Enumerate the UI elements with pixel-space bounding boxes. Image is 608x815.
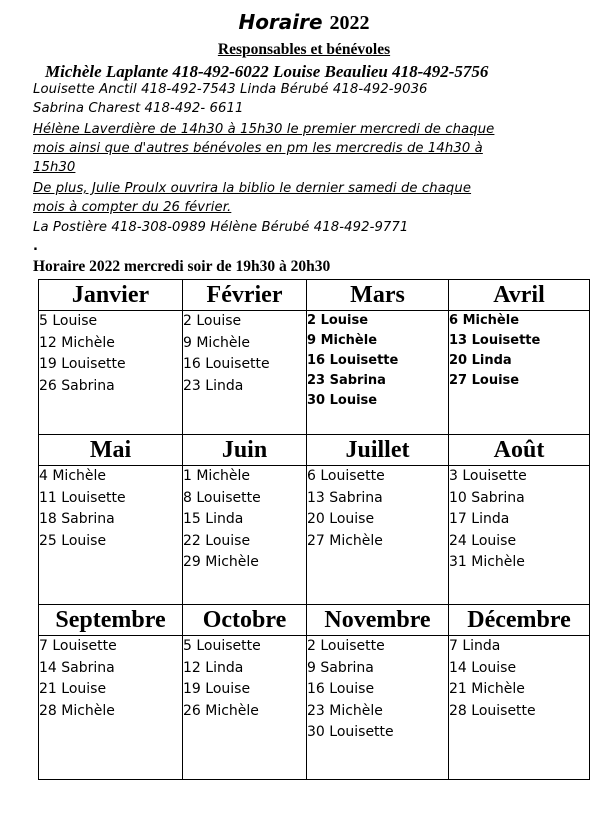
schedule-entry: 12 Linda <box>183 659 244 676</box>
schedule-entry: 4 Michèle <box>39 468 107 484</box>
note-line-4: De plus, Julie Proulx ouvrira la biblio le dernier samedi de chaque <box>33 181 472 196</box>
month-entries <box>449 311 590 435</box>
month-name: Juillet <box>307 435 449 466</box>
note-line-1: Hélène Laverdière de 14h30 à 15h30 le premier mercredi de chaque <box>33 122 495 137</box>
month-name: Mars <box>307 280 449 311</box>
schedule-entry: 2 Louisette <box>307 638 385 654</box>
schedule-entry: 6 Michèle <box>449 313 520 328</box>
schedule-table <box>38 279 590 780</box>
schedule-entry: 13 Sabrina <box>307 489 383 506</box>
schedule-entry: 16 Louise <box>307 681 375 698</box>
schedule-entry: 18 Sabrina <box>39 511 115 528</box>
schedule-entry: 21 Michèle <box>449 681 525 698</box>
schedule-entry: 15 Linda <box>183 511 244 528</box>
schedule-entry: 29 Michèle <box>183 554 259 571</box>
title-script: Horaire <box>238 10 323 34</box>
schedule-entry: 28 Louisette <box>449 702 536 719</box>
month-entries <box>307 466 449 605</box>
schedule-entry: 8 Louisette <box>183 489 261 506</box>
month-name: Novembre <box>307 605 449 636</box>
schedule-entry: 14 Louise <box>449 659 517 676</box>
schedule-label: Horaire 2022 mercredi soir de 19h30 à 20h30 <box>33 258 331 275</box>
month-name: Janvier <box>39 280 183 311</box>
note-line-5: mois à compter du 26 février. <box>33 200 232 215</box>
month-name: Août <box>449 435 590 466</box>
schedule-entry: 6 Louisette <box>307 468 385 484</box>
schedule-entry: 30 Louisette <box>307 724 394 741</box>
contact-line-2: Sabrina Charest 418-492- 6611 <box>33 101 244 116</box>
title-year: 2022 <box>329 12 370 34</box>
schedule-entry: 5 Louise <box>39 313 98 329</box>
schedule-entry: 9 Sabrina <box>307 659 374 676</box>
schedule-entry: 25 Louise <box>39 532 107 549</box>
schedule-entry: 9 Michèle <box>183 334 251 351</box>
schedule-entry: 31 Michèle <box>449 554 525 571</box>
schedule-entry: 23 Michèle <box>307 702 383 719</box>
note-line-2: mois ainsi que d'autres bénévoles en pm les mercredis de 14h30 à <box>33 141 483 156</box>
schedule-entry: 19 Louisette <box>39 356 126 373</box>
month-entries <box>183 466 307 605</box>
document-title <box>0 10 608 35</box>
schedule-entry: 20 Linda <box>449 353 512 368</box>
schedule-entry: 3 Louisette <box>449 468 527 484</box>
schedule-entry: 12 Michèle <box>39 334 115 351</box>
schedule-entry: 27 Michèle <box>307 532 383 549</box>
schedule-entry: 22 Louise <box>183 532 251 549</box>
schedule-entry: 16 Louisette <box>183 356 270 373</box>
month-entries <box>39 466 183 605</box>
schedule-entry: 28 Michèle <box>39 702 115 719</box>
schedule-entry: 20 Louise <box>307 511 375 528</box>
month-name: Avril <box>449 280 590 311</box>
month-entries <box>39 636 183 780</box>
schedule-entry: 13 Louisette <box>449 333 541 348</box>
schedule-entry: 30 Louise <box>307 393 378 408</box>
month-entries <box>183 636 307 780</box>
month-name: Octobre <box>183 605 307 636</box>
stray-dot: . <box>33 239 38 254</box>
month-entries <box>183 311 307 435</box>
schedule-entry: 21 Louise <box>39 681 107 698</box>
main-contacts: Michèle Laplante 418-492-6022 Louise Beaulieu 418-492-5756 <box>45 62 489 81</box>
schedule-entry: 5 Louisette <box>183 638 261 654</box>
month-entries <box>307 311 449 435</box>
schedule-entry: 1 Michèle <box>183 468 251 484</box>
schedule-entry: 9 Michèle <box>307 333 378 348</box>
month-name: Septembre <box>39 605 183 636</box>
schedule-entry: 24 Louise <box>449 532 517 549</box>
schedule-entry: 23 Linda <box>183 377 244 394</box>
month-name: Mai <box>39 435 183 466</box>
month-name: Décembre <box>449 605 590 636</box>
note-line-3: 15h30 <box>33 160 76 175</box>
schedule-entry: 23 Sabrina <box>307 373 386 388</box>
contact-line-1: Louisette Anctil 418-492-7543 Linda Bérubé 418-492-9036 <box>33 82 428 97</box>
schedule-entry: 26 Sabrina <box>39 377 115 394</box>
subtitle: Responsables et bénévoles <box>217 41 391 58</box>
month-name: Juin <box>183 435 307 466</box>
schedule-entry: 7 Linda <box>449 638 501 654</box>
schedule-entry: 2 Louise <box>183 313 242 329</box>
schedule-entry: 14 Sabrina <box>39 659 115 676</box>
month-entries <box>307 636 449 780</box>
schedule-entry: 26 Michèle <box>183 702 259 719</box>
month-entries <box>39 311 183 435</box>
schedule-entry: 7 Louisette <box>39 638 117 654</box>
schedule-entry: 17 Linda <box>449 511 510 528</box>
month-entries <box>449 466 590 605</box>
schedule-entry: 2 Louise <box>307 313 369 328</box>
schedule-entry: 10 Sabrina <box>449 489 525 506</box>
schedule-entry: 19 Louise <box>183 681 251 698</box>
schedule-entry: 11 Louisette <box>39 489 126 506</box>
month-name: Février <box>183 280 307 311</box>
schedule-entry: 16 Louisette <box>307 353 399 368</box>
schedule-entry: 27 Louise <box>449 373 520 388</box>
month-entries <box>449 636 590 780</box>
postiere-line: La Postière 418-308-0989 Hélène Bérubé 418-492-9771 <box>33 220 409 235</box>
